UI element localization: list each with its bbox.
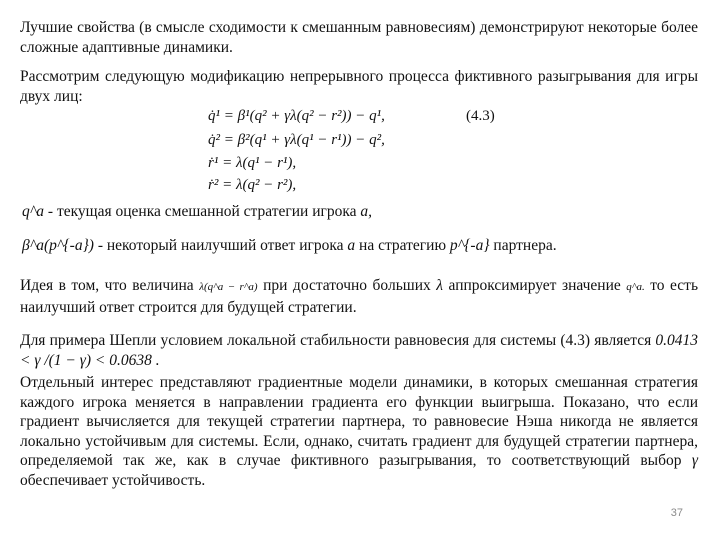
idea-text-2: при достаточно больших bbox=[263, 277, 431, 294]
equation-q2: q̇² = β²(q¹ + γλ(q¹ − r¹)) − q², bbox=[208, 132, 385, 148]
definition-beta bbox=[22, 237, 557, 255]
shapley-text: Для примера Шепли условием локальной стабильности равновесия для системы (4.3) является bbox=[20, 332, 652, 349]
equation-q1: q̇¹ = β¹(q² + γλ(q² − r²)) − q¹, bbox=[208, 108, 385, 124]
definition-qa bbox=[22, 203, 372, 221]
idea-text-1: Идея в том, что величина bbox=[20, 277, 194, 294]
symbol-a2: a bbox=[347, 237, 356, 254]
definition-beta-text: - некоторый наилучший ответ игрока bbox=[97, 237, 344, 254]
idea-q: q^a. bbox=[626, 281, 645, 293]
symbol-a: a, bbox=[360, 203, 373, 220]
idea-lambda: λ bbox=[436, 277, 443, 294]
symbol-p: p^{-a} bbox=[449, 237, 490, 254]
definition-beta-text2: на стратегию bbox=[359, 237, 447, 254]
paragraph-intro: Лучшие свойства (в смысле сходимости к смешанным равновесиям) демонстрируют некоторые более сложные адаптивные динамики. bbox=[20, 19, 698, 56]
idea-expression: λ(q^a − r^a) bbox=[199, 281, 258, 293]
paragraph-modification: Рассмотрим следующую модификацию непрерывного процесса фиктивного разыгрывания для игры двух лиц: bbox=[20, 68, 698, 105]
symbol-qa: q^a bbox=[22, 203, 45, 220]
paragraph-gradient bbox=[20, 373, 698, 490]
idea-text-4: то есть наилучший ответ строится для будущей стратегии. bbox=[20, 277, 699, 316]
paragraph-idea bbox=[20, 276, 698, 317]
gradient-text-2: обеспечивает устойчивость. bbox=[20, 471, 206, 489]
equation-r1: ṙ¹ = λ(q¹ − r¹), bbox=[208, 155, 297, 171]
symbol-beta: β^a(p^{-a}) bbox=[22, 237, 94, 254]
definition-beta-text3: партнера. bbox=[493, 237, 557, 254]
definition-qa-text: - текущая оценка смешанной стратегии игрока bbox=[47, 203, 357, 220]
page-number: 37 bbox=[670, 507, 683, 519]
paragraph-shapley bbox=[20, 331, 698, 370]
idea-text-3: аппроксимирует значение bbox=[448, 277, 621, 294]
equation-number: (4.3) bbox=[466, 108, 495, 124]
shapley-condition: 0.0413 < γ /(1 − γ) < 0.0638 . bbox=[20, 332, 698, 369]
gradient-text-1: Отдельный интерес представляют градиентные модели динамики, в которых смешанная стратегия каждого игрока меняется в направлении градиента его функции выигрыша. Показано, что если градиент вычисляется для текущей стратегии партнера, то равновесие Нэша никогда не является локально устойчивым для системы. Если, однако, считать градиент для будущей стратегии партнера, определяемой так же, как в случае фиктивного разыгрывания, то соответствующий выбор bbox=[20, 374, 698, 469]
gradient-gamma: γ bbox=[691, 452, 698, 469]
equation-r2: ṙ² = λ(q² − r²), bbox=[208, 177, 297, 193]
